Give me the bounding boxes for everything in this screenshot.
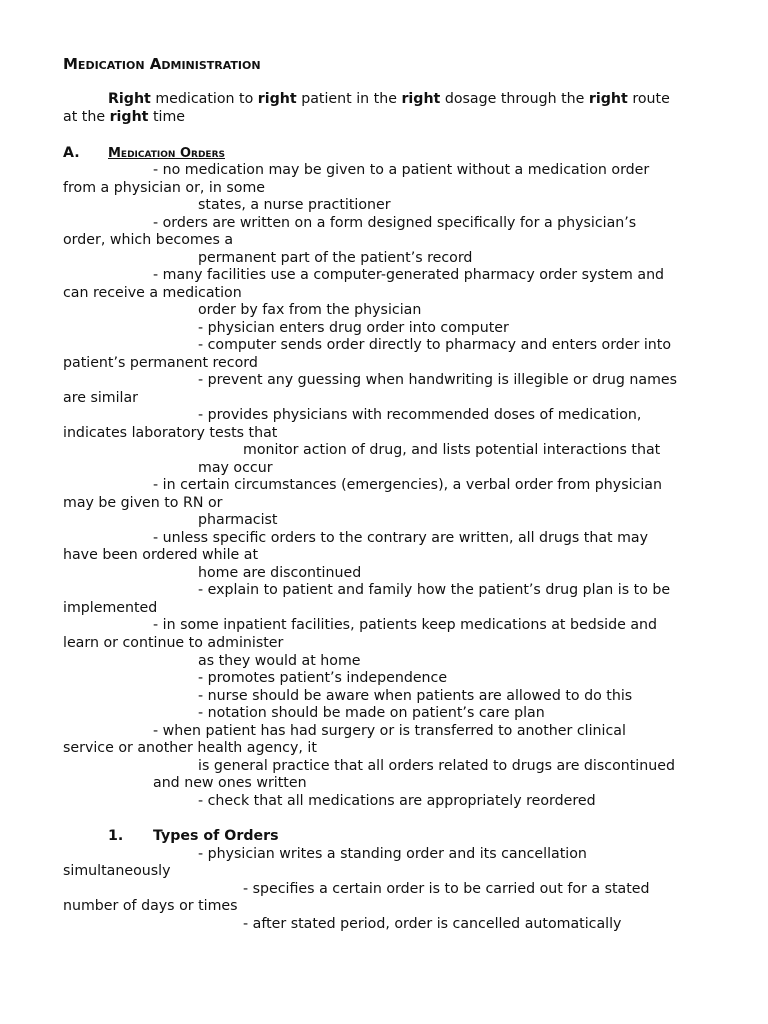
document-title: Medication Administration	[63, 55, 261, 73]
text-line: learn or continue to administer	[63, 635, 284, 651]
text-line: indicates laboratory tests that	[63, 425, 278, 441]
text-line: may be given to RN or	[63, 495, 223, 511]
text-line: order by fax from the physician	[198, 302, 422, 318]
text-line: - many facilities use a computer-generated pharmacy order system and	[153, 267, 665, 283]
text-line: - notation should be made on patient’s care plan	[198, 705, 545, 721]
text-line: - in some inpatient facilities, patients keep medications at bedside and	[153, 617, 658, 633]
text-line: - in certain circumstances (emergencies), a verbal order from physician	[153, 477, 662, 493]
text-line: - physician writes a standing order and its cancellation	[198, 846, 587, 862]
text-line: and new ones written	[153, 775, 307, 791]
text-line: order, which becomes a	[63, 232, 234, 248]
text-line: - computer sends order directly to pharmacy and enters order into	[198, 337, 672, 353]
subsection-1-marker: 1.	[108, 828, 124, 844]
text-line: is general practice that all orders related to drugs are discontinued	[198, 758, 675, 774]
text-line: simultaneously	[63, 863, 171, 879]
text-line: pharmacist	[198, 512, 278, 528]
text-line: - provides physicians with recommended doses of medication,	[198, 407, 642, 423]
text-line: from a physician or, in some	[63, 180, 265, 196]
text-line: - promotes patient’s independence	[198, 670, 448, 686]
text-line: - when patient has had surgery or is transferred to another clinical	[153, 723, 626, 739]
text-line: - explain to patient and family how the patient’s drug plan is to be	[198, 582, 671, 598]
text-line: - check that all medications are appropriately reordered	[198, 793, 596, 809]
text-line: permanent part of the patient’s record	[198, 250, 473, 266]
text-line: - specifies a certain order is to be carried out for a stated	[243, 881, 650, 897]
text-line: - no medication may be given to a patient without a medication order	[153, 162, 650, 178]
text-line: are similar	[63, 390, 139, 406]
text-line: may occur	[198, 460, 273, 476]
subsection-1-heading: Types of Orders	[153, 828, 279, 844]
text-line: - orders are written on a form designed specifically for a physician’s	[153, 215, 637, 231]
text-line: have been ordered while at	[63, 547, 259, 563]
text-line: home are discontinued	[198, 565, 362, 581]
section-a-marker: A.	[63, 145, 80, 161]
text-line: states, a nurse practitioner	[198, 197, 391, 213]
text-line: service or another health agency, it	[63, 740, 317, 756]
text-line: - after stated period, order is cancelled automatically	[243, 916, 622, 932]
intro-line-2: at the right time	[63, 109, 186, 125]
text-line: can receive a medication	[63, 285, 242, 301]
text-line: implemented	[63, 600, 158, 616]
text-line: as they would at home	[198, 653, 361, 669]
text-line: number of days or times	[63, 898, 238, 914]
section-a-heading: Medication Orders	[108, 146, 225, 161]
text-line: - prevent any guessing when handwriting is illegible or drug names	[198, 372, 678, 388]
text-line: - unless specific orders to the contrary are written, all drugs that may	[153, 530, 649, 546]
text-line: monitor action of drug, and lists potential interactions that	[243, 442, 661, 458]
text-line: - nurse should be aware when patients are allowed to do this	[198, 688, 633, 704]
text-line: - physician enters drug order into computer	[198, 320, 509, 336]
text-line: patient’s permanent record	[63, 355, 258, 371]
intro-line-1: Right medication to right patient in the right dosage through the right route	[108, 91, 670, 107]
